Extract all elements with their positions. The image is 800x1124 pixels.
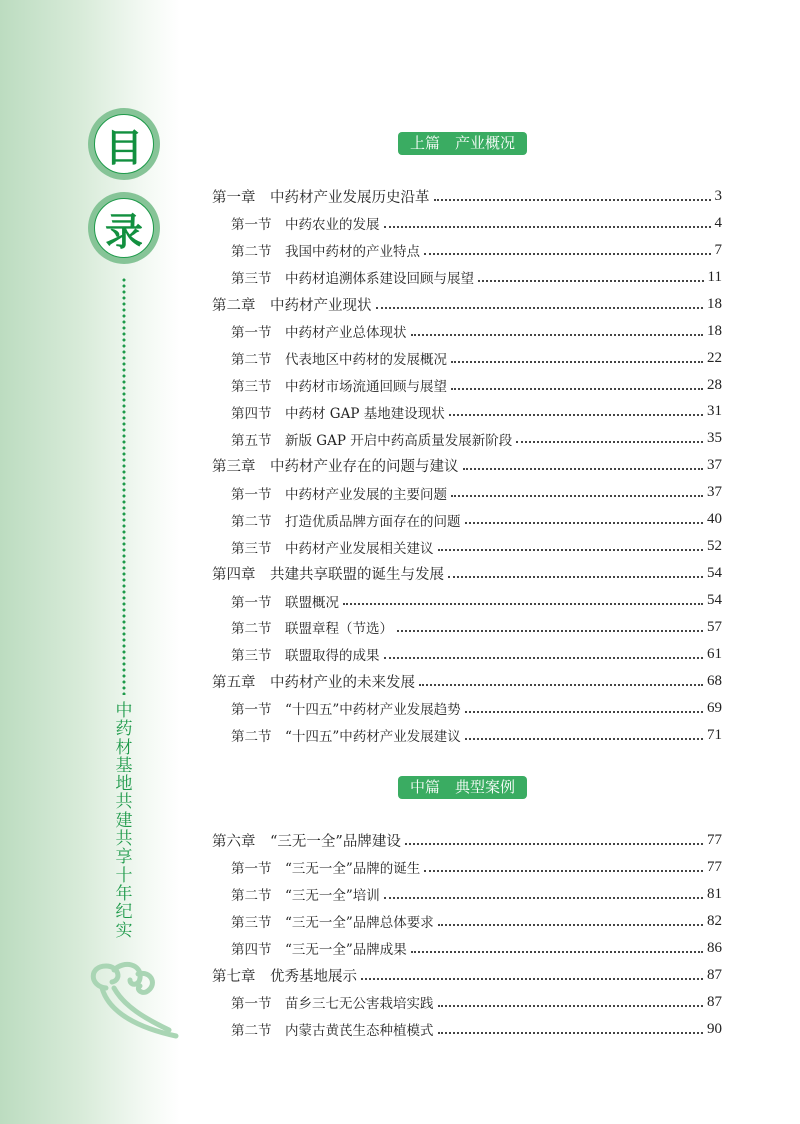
toc-section-entry[interactable] [212, 210, 722, 237]
dot-leader [411, 333, 704, 336]
dot-leader [463, 467, 704, 470]
dot-leader [516, 440, 703, 443]
entry-title: 第二节 “十四五”中药材产业发展建议 [231, 729, 461, 746]
dot-leader [448, 575, 703, 578]
page-number: 69 [707, 699, 722, 716]
entry-title: 第二节 内蒙古黄芪生态种植模式 [231, 1023, 434, 1040]
page-number: 77 [707, 858, 722, 875]
dot-leader [434, 198, 711, 201]
dot-leader [361, 977, 703, 980]
entry-title: 第二节 “三无一全”培训 [231, 888, 380, 905]
toc-section-entry[interactable] [212, 264, 722, 291]
entry-title: 第一节 联盟概况 [231, 594, 339, 611]
entry-title: 第一节 中药农业的发展 [231, 217, 380, 234]
entry-title: 第三节 联盟取得的成果 [231, 648, 380, 665]
entry-title: 第四节 “三无一全”品牌成果 [231, 942, 407, 959]
toc-section-entry[interactable] [212, 399, 722, 426]
dot-leader [465, 710, 703, 713]
page-number: 87 [707, 993, 722, 1010]
toc-chapter-entry[interactable] [212, 183, 722, 210]
entry-title: 第五章 中药材产业的未来发展 [212, 674, 415, 691]
toc-section-entry[interactable] [212, 908, 722, 935]
title-circle-1 [88, 108, 160, 180]
toc-chapter-entry[interactable] [212, 452, 722, 479]
entry-title: 第二章 中药材产业现状 [212, 297, 372, 314]
entry-title: 第一节 苗乡三七无公害栽培实践 [231, 996, 434, 1013]
title-char: 录 [94, 198, 154, 258]
entry-title: 第七章 优秀基地展示 [212, 968, 357, 985]
page-number: 54 [707, 592, 722, 609]
toc-section-entry[interactable] [212, 318, 722, 345]
toc-chapter-entry[interactable] [212, 962, 722, 989]
page-number: 90 [707, 1020, 722, 1037]
dot-leader [343, 602, 703, 605]
dot-leader [384, 896, 703, 899]
dot-leader [451, 387, 703, 390]
dot-leader [478, 279, 704, 282]
page-number: 61 [707, 645, 722, 662]
dot-leader [438, 923, 703, 926]
entry-title: 第三节 “三无一全”品牌总体要求 [231, 915, 434, 932]
page-number: 35 [707, 430, 722, 447]
entry-title: 第二节 联盟章程（节选） [231, 621, 393, 638]
page-number: 4 [714, 214, 722, 231]
entry-title: 第四节 中药材 GAP 基地建设现状 [231, 405, 445, 422]
title-circle-2 [88, 192, 160, 264]
dot-leader [411, 950, 703, 953]
toc-section-entry[interactable] [212, 587, 722, 614]
cloud-ornament-icon [84, 958, 184, 1043]
toc-section-entry[interactable] [212, 237, 722, 264]
dot-leader [424, 252, 711, 255]
page-number: 37 [707, 457, 722, 474]
part-heading-2: 中篇 典型案例 [398, 776, 527, 799]
page-number: 31 [707, 403, 722, 420]
toc-chapter-entry[interactable] [212, 668, 722, 695]
dot-leader [384, 656, 704, 659]
dot-leader [438, 1031, 704, 1034]
dot-leader [449, 413, 703, 416]
toc-section-entry[interactable] [212, 989, 722, 1016]
dot-leader [438, 548, 704, 551]
toc-section-entry[interactable] [212, 641, 722, 668]
page-number: 52 [707, 538, 722, 555]
entry-title: 第一节 “十四五”中药材产业发展趋势 [231, 702, 461, 719]
toc-section-entry[interactable] [212, 506, 722, 533]
dot-leader [397, 629, 703, 632]
toc-chapter-entry[interactable] [212, 560, 722, 587]
page-number: 37 [707, 484, 722, 501]
toc-section-entry[interactable] [212, 425, 722, 452]
dot-leader [438, 1004, 704, 1007]
toc-part-2 [212, 827, 722, 1043]
entry-title: 第一节 中药材产业发展的主要问题 [231, 486, 447, 503]
entry-title: 第二节 我国中药材的产业特点 [231, 244, 420, 261]
entry-title: 第五节 新版 GAP 开启中药高质量发展新阶段 [231, 432, 513, 449]
toc-part-1 [212, 183, 722, 749]
entry-title: 第一节 中药材产业总体现状 [231, 325, 407, 342]
page-number: 68 [707, 672, 722, 689]
toc-section-entry[interactable] [212, 695, 722, 722]
toc-chapter-entry[interactable] [212, 291, 722, 318]
page-number: 77 [707, 831, 722, 848]
toc-section-entry[interactable] [212, 533, 722, 560]
dot-leader [405, 842, 703, 845]
page-number: 86 [707, 939, 722, 956]
entry-title: 第三节 中药材市场流通回顾与展望 [231, 379, 447, 396]
toc-section-entry[interactable] [212, 881, 722, 908]
toc-section-entry[interactable] [212, 479, 722, 506]
page-number: 22 [707, 349, 722, 366]
toc-section-entry[interactable] [212, 935, 722, 962]
entry-title: 第四章 共建共享联盟的诞生与发展 [212, 567, 444, 584]
page-number: 7 [714, 241, 722, 258]
page-number: 57 [707, 618, 722, 635]
toc-section-entry[interactable] [212, 614, 722, 641]
page-number: 28 [707, 376, 722, 393]
page-number: 81 [707, 885, 722, 902]
sidebar [0, 0, 180, 1124]
entry-title: 第一章 中药材产业发展历史沿革 [212, 189, 430, 206]
toc-section-entry[interactable] [212, 345, 722, 372]
entry-title: 第一节 “三无一全”品牌的诞生 [231, 861, 421, 878]
dotted-divider [122, 277, 126, 695]
entry-title: 第六章 “三无一全”品牌建设 [212, 833, 401, 850]
entry-title: 第三节 中药材追溯体系建设回顾与展望 [231, 271, 474, 288]
page-number: 18 [707, 322, 722, 339]
dot-leader [424, 869, 703, 872]
toc-section-entry[interactable] [212, 854, 722, 881]
page-number: 18 [707, 295, 722, 312]
part-heading-1: 上篇 产业概况 [398, 132, 527, 155]
toc-section-entry[interactable] [212, 1016, 722, 1043]
book-title-vertical: 中药材基地共建共享十年纪实 [115, 701, 133, 941]
entry-title: 第二节 代表地区中药材的发展概况 [231, 352, 447, 369]
dot-leader [451, 360, 703, 363]
title-char: 目 [94, 114, 154, 174]
entry-title: 第二节 打造优质品牌方面存在的问题 [231, 513, 461, 530]
page-number: 3 [714, 187, 722, 204]
toc-chapter-entry[interactable] [212, 827, 722, 854]
page-number: 40 [707, 511, 722, 528]
toc-section-entry[interactable] [212, 722, 722, 749]
page-number: 87 [707, 966, 722, 983]
dot-leader [376, 306, 704, 309]
page-number: 82 [707, 912, 722, 929]
entry-title: 第三节 中药材产业发展相关建议 [231, 540, 434, 557]
dot-leader [465, 737, 703, 740]
toc-section-entry[interactable] [212, 372, 722, 399]
page-number: 54 [707, 565, 722, 582]
dot-leader [419, 683, 703, 686]
entry-title: 第三章 中药材产业存在的问题与建议 [212, 459, 459, 476]
dot-leader [451, 494, 703, 497]
dot-leader [465, 521, 704, 524]
page-number: 71 [707, 726, 722, 743]
dot-leader [384, 225, 711, 228]
page-number: 11 [707, 268, 722, 285]
